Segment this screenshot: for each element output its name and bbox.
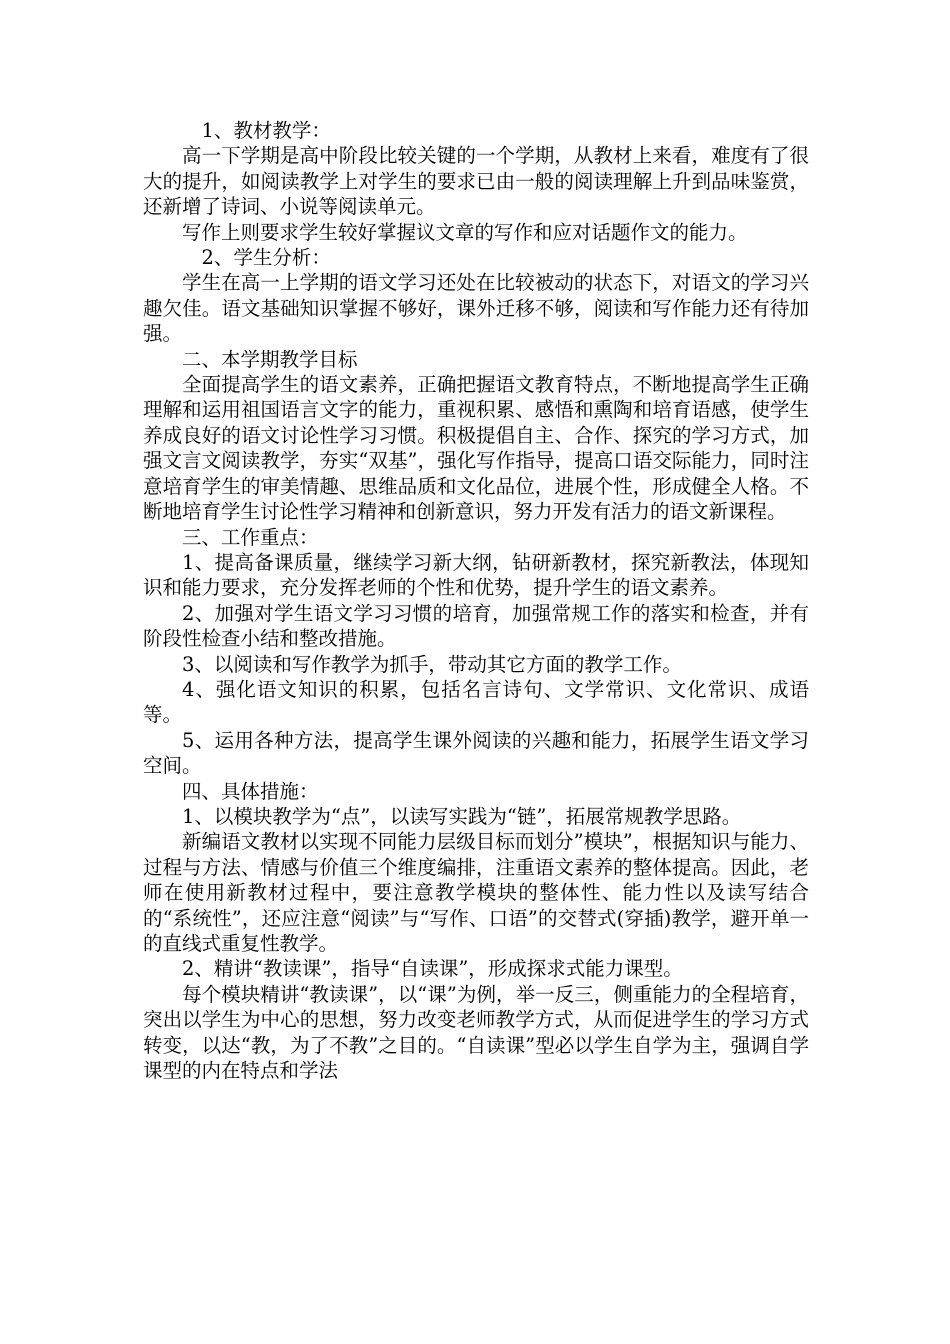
paragraph: 全面提高学生的语文素养，正确把握语文教育特点，不断地提高学生正确理解和运用祖国语言文字的能力，重视积累、感悟和熏陶和培育语感，使学生养成良好的语文讨论性学习习惯。积极提倡自主、合作、探究的学习方式，加强文言文阅读教学，夯实“双基”，强化写作指导，提高口语交际能力，同时注意培育学生的审美情趣、思维品质和文化品位，进展个性，形成健全人格。不断地培育学生讨论性学习精神和创新意识，努力开发有活力的语文新课程。 [143,373,809,524]
list-item: 4、强化语文知识的积累，包括名言诗句、文学常识、文化常识、成语等。 [143,677,809,727]
section-heading-goals: 二、本学期教学目标 [182,347,358,371]
paragraph: 新编语文教材以实现不同能力层级目标而划分”模块”，根据知识与能力、过程与方法、情感与价值三个维度编排，注重语文素养的整体提高。因此，老师在使用新教材过程中，要注意教学模块的整体性、能力性以及读写结合的“系统性”，还应注意“阅读”与“写作、口语”的交替式(穿插)教学，避开单一的直线式重复性教学。 [143,830,809,955]
list-item: 3、以阅读和写作教学为抓手，带动其它方面的教学工作。 [182,652,682,676]
document-page [143,118,809,1083]
list-item: 1、提高备课质量，继续学习新大纲，钻研新教材，探究新教法，体现知识和能力要求，充分发挥老师的个性和优势，提升学生的语文素养。 [143,550,809,600]
paragraph: 高一下学期是高中阶段比较关键的一个学期，从教材上来看，难度有了很大的提升，如阅读教学上对学生的要求已由一般的阅读理解上升到品味鉴赏，还新增了诗词、小说等阅读单元。 [143,144,809,219]
paragraph: 每个模块精讲“教读课”，以“课”为例，举一反三，侧重能力的全程培育，突出以学生为中心的思想，努力改变老师教学方式，从而促进学生的学习方式转变，以达“教，为了不教”之目的。“自读课”型必以学生自学为主，强调自学课型的内在特点和学法 [143,982,809,1083]
paragraph: 写作上则要求学生较好掌握议文章的写作和应对话题作文的能力。 [182,220,748,244]
paragraph: 学生在高一上学期的语文学习还处在比较被动的状态下，对语文的学习兴趣欠佳。语文基础知识掌握不够好，课外迁移不够，阅读和写作能力还有待加强。 [143,271,809,346]
section-heading-textbook: 1、教材教学： [201,119,331,142]
section-heading-focus: 三、工作重点： [182,525,319,549]
list-item: 5、运用各种方法，提高学生课外阅读的兴趣和能力，拓展学生语文学习空间。 [143,728,809,778]
section-heading-student-analysis: 2、学生分析： [201,246,331,270]
list-item: 1、以模块教学为“点”，以读写实践为“链”，拓展常规教学思路。 [182,804,742,828]
section-heading-measures: 四、具体措施： [182,779,319,803]
list-item: 2、精讲“教读课”，指导“自读课”，形成探求式能力课型。 [182,957,683,981]
list-item: 2、加强对学生语文学习习惯的培育，加强常规工作的落实和检查，并有阶段性检查小结和整改措施。 [143,601,809,651]
